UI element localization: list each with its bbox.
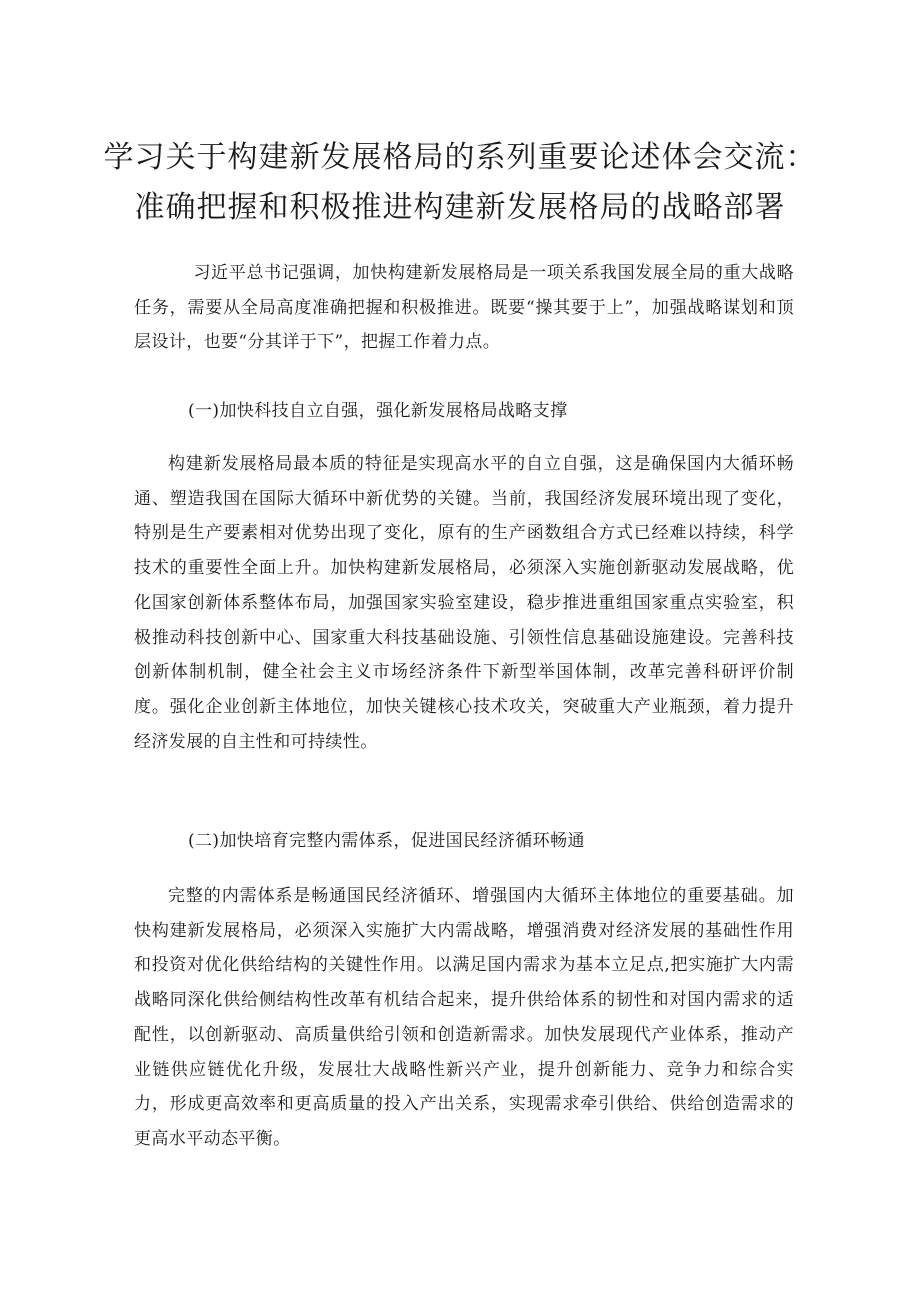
document-title-line-2: 准确把握和积极推进构建新发展格局的战略部署 [134,190,786,225]
section-2-paragraph: 完整的内需体系是畅通国民经济循环、增强国内大循环主体地位的重要基础。加快构建新发展格局，必须深入实施扩大内需战略，增强消费对经济发展的基础性作用和投资对优化供给结构的关键性作用。以满足国内需求为基本立足点,把实施扩大内需战略同深化供给侧结构性改革有机结合起来，提升供给体系的韧性和对国内需求的适配性，以创新驱动、高质量供给引领和创造新需求。加快发展现代产业体系，推动产业链供应链优化升级，发展壮大战略性新兴产业，提升创新能力、竞争力和综合实力，形成更高效率和更高质量的投入产出关系，实现需求牵引供给、供给创造需求的更高水平动态平衡。 [134,886,794,1149]
intro-paragraph: 习近平总书记强调，加快构建新发展格局是一项关系我国发展全局的重大战略任务，需要从全局高度准确把握和积极推进。既要“操其要于上”，加强战略谋划和顶层设计，也要“分其详于下”，把握工作着力点。 [134,263,794,353]
document-title-line-1: 学习关于构建新发展格局的系列重要论述体会交流： [103,140,817,175]
section-1-paragraph: 构建新发展格局最本质的特征是实现高水平的自立自强，这是确保国内大循环畅通、塑造我国在国际大循环中新优势的关键。当前，我国经济发展环境出现了变化，特别是生产要素相对优势出现了变化，原有的生产函数组合方式已经难以持续，科学技术的重要性全面上升。加快构建新发展格局，必须深入实施创新驱动发展战略，优化国家创新体系整体布局，加强国家实验室建设，稳步推进重组国家重点实验室，积极推动科技创新中心、国家重大科技基础设施、引领性信息基础设施建设。完善科技创新体制机制，健全社会主义市场经济条件下新型举国体制，改革完善科研评价制度。强化企业创新主体地位，加快关键核心技术攻关，突破重大产业瓶颈，着力提升经济发展的自主性和可持续性。 [134,454,794,752]
section-heading-2: (二)加快培育完整内需体系，促进国民经济循环畅通 [188,831,585,851]
section-heading-1: (一)加快科技自立自强，强化新发展格局战略支撑 [188,401,568,421]
